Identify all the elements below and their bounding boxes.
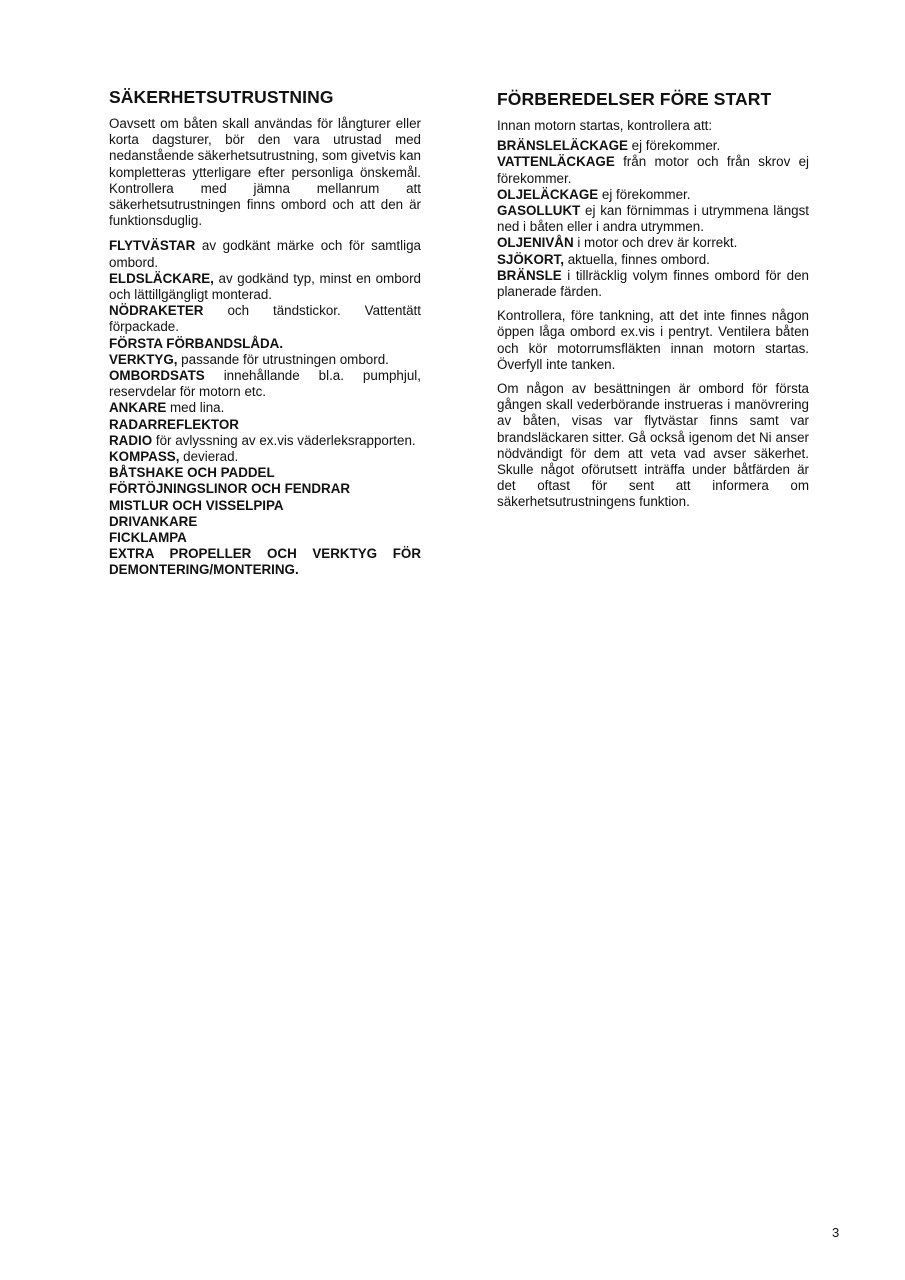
list-item-description: devierad. bbox=[179, 449, 239, 465]
list-item-term: FÖRTÖJNINGSLINOR OCH FENDRAR bbox=[109, 481, 351, 497]
list-item-description: av godkänd typ, minst en ombord och lättillgängligt monterad. bbox=[109, 270, 421, 303]
list-item-term: SJÖKORT, bbox=[497, 251, 564, 267]
list-item bbox=[109, 238, 421, 270]
list-item-description: med lina. bbox=[166, 400, 225, 416]
list-item bbox=[497, 187, 809, 203]
preparations-intro: Innan motorn startas, kontrollera att: bbox=[497, 118, 713, 133]
list-item bbox=[109, 417, 421, 433]
list-item-term: BÅTSHAKE OCH PADDEL bbox=[109, 465, 275, 481]
list-item bbox=[497, 154, 809, 186]
list-item-description: ej förekommer. bbox=[598, 186, 691, 202]
list-item-term: FICKLAMPA bbox=[109, 530, 187, 546]
safety-intro-paragraph: Oavsett om båten skall användas för långturer eller korta dagsturer, bör den vara utrustad med nedanstående säkerhetsutrustning, som givetvis kan kompletteras ytterligare efter personliga önskemål. Kontrollera med jämna mellanrum att säkerhetsutrustningen finns ombord och att den är funktionsduglig. bbox=[109, 116, 421, 229]
list-item bbox=[109, 530, 421, 546]
list-item bbox=[109, 449, 421, 465]
list-item-term: BRÄNSLE bbox=[497, 267, 562, 283]
list-item-term: VATTENLÄCKAGE bbox=[497, 154, 615, 170]
list-item-term: VERKTYG, bbox=[109, 351, 178, 367]
list-item-description: för avlyssning av ex.vis väderleksrapporten. bbox=[152, 432, 416, 448]
left-column bbox=[109, 86, 421, 579]
list-item-description: ej förekommer. bbox=[627, 138, 721, 154]
list-item-term: OLJENIVÅN bbox=[497, 235, 574, 251]
list-item bbox=[109, 498, 421, 514]
list-item-description: av godkänt märke och för samtliga ombord. bbox=[109, 238, 421, 270]
list-item bbox=[497, 235, 809, 251]
list-item bbox=[109, 465, 421, 481]
crew-instruction-paragraph: Om någon av besättningen är ombord för första gången skall vederbörande instrueras i manövrering av båten, visas var flytvästar finns samt var brandsläckaren sitter. Gå också igenom det Ni anser nödvändigt för dem att veta vad avser säkerhet. Skulle något oförutsett inträffa under båtfärden är det oftast för sent att informera om säkerhetsutrustningens funktion. bbox=[497, 381, 809, 510]
list-item-term: EXTRA PROPELLER OCH VERKTYG FÖR DEMONTERING/MONTERING. bbox=[109, 546, 421, 578]
refuelling-paragraph: Kontrollera, före tankning, att det inte finnes någon öppen låga ombord ex.vis i pentryt. Ventilera båten och kör motorrumsfläkten innan motorn startas. Överfyll inte tanken. bbox=[497, 308, 809, 372]
list-item bbox=[109, 352, 421, 368]
list-item-description: i motor och drev är korrekt. bbox=[573, 235, 738, 251]
list-item-description: från motor och från skrov ej förekommer. bbox=[497, 154, 809, 186]
preparations-checklist bbox=[497, 138, 809, 300]
list-item-term: DRIVANKARE bbox=[109, 513, 198, 529]
list-item bbox=[109, 336, 421, 352]
list-item bbox=[109, 481, 421, 497]
list-item bbox=[109, 546, 421, 578]
list-item-term: OMBORDSATS bbox=[109, 368, 205, 384]
list-item-description: aktuella, finnes ombord. bbox=[563, 251, 710, 267]
list-item-term: BRÄNSLELÄCKAGE bbox=[497, 138, 628, 154]
list-item-term: KOMPASS, bbox=[109, 449, 180, 465]
list-item-term: ANKARE bbox=[109, 400, 167, 416]
list-item bbox=[497, 268, 809, 300]
list-item-term: RADARREFLEKTOR bbox=[109, 416, 239, 432]
list-item-description: innehållande bl.a. pumphjul, reservdelar för motorn etc. bbox=[109, 368, 421, 400]
list-item-term: NÖDRAKETER bbox=[109, 303, 204, 319]
list-item bbox=[109, 433, 421, 449]
list-item bbox=[497, 203, 809, 235]
list-item-term: FLYTVÄSTAR bbox=[109, 238, 196, 254]
list-item-description: passande för utrustningen ombord. bbox=[177, 351, 389, 367]
section-title-safety-equipment: SÄKERHETSUTRUSTNING bbox=[109, 87, 334, 107]
page-number: 3 bbox=[832, 1225, 840, 1240]
list-item bbox=[109, 271, 421, 303]
list-item-term: GASOLLUKT bbox=[497, 203, 581, 219]
list-item bbox=[109, 514, 421, 530]
list-item-term: ELDSLÄCKARE, bbox=[109, 270, 214, 286]
list-item bbox=[497, 138, 809, 154]
list-item-description: i tillräcklig volym finnes ombord för den planerade färden. bbox=[497, 267, 809, 300]
list-item-term: RADIO bbox=[109, 432, 153, 448]
list-item-term: FÖRSTA FÖRBANDSLÅDA. bbox=[109, 335, 284, 351]
list-item bbox=[109, 400, 421, 416]
right-column bbox=[497, 88, 809, 511]
list-item-term: OLJELÄCKAGE bbox=[497, 186, 599, 202]
list-item-description: ej kan förnimmas i utrymmena längst ned i båten eller i andra utrymmen. bbox=[497, 203, 809, 235]
list-item bbox=[109, 368, 421, 400]
list-item-description: och tändstickor. Vattentätt förpackade. bbox=[109, 303, 421, 335]
list-item-term: MISTLUR OCH VISSELPIPA bbox=[109, 497, 284, 513]
section-title-preparations: FÖRBEREDELSER FÖRE START bbox=[497, 89, 772, 109]
list-item bbox=[109, 303, 421, 335]
safety-equipment-list bbox=[109, 238, 421, 578]
list-item bbox=[497, 252, 809, 268]
